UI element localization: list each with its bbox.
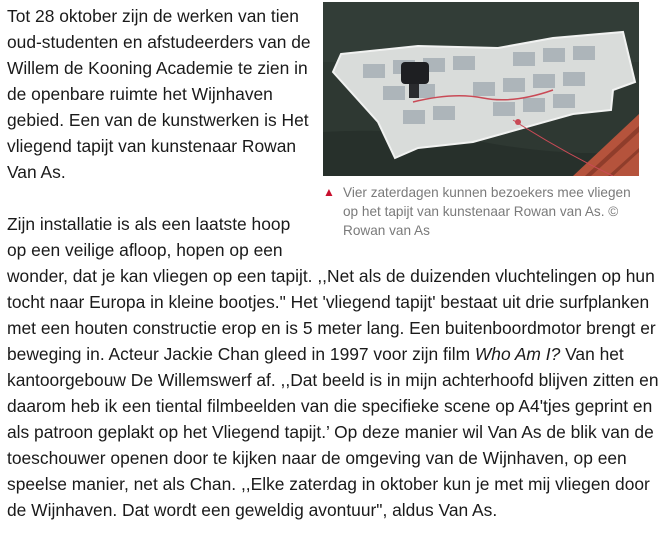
paragraph-line: Zijn installatie is als een laatste hoop — [7, 214, 291, 234]
film-title: Who Am I? — [474, 344, 561, 364]
paragraph-installation — [7, 263, 662, 523]
flying-carpet-illustration — [323, 2, 639, 176]
figure-caption — [323, 183, 639, 240]
paragraph-installation-start — [7, 211, 312, 263]
paragraph-line: op een veilige afloop, hopen op een — [7, 240, 283, 260]
flying-carpet-photo — [323, 2, 639, 176]
caption-text: Vier zaterdagen kunnen bezoekers mee vliegen op het tapijt van kunstenaar Rowan van As. © Rowan van As — [343, 185, 631, 238]
paragraph-text: wonder, dat je kan vliegen op een tapijt. ,,Net als de duizenden vluchtelingen op hun tocht naar Europa in kleine bootjes." Het 'vliegend tapijt' bestaat uit drie surfplanken met een houten constructie erop en is 5 meter lang. Een buitenboordmotor brengt er beweging in. Acteur Jackie Chan gleed in 1997 voor zijn film — [7, 266, 656, 364]
paragraph-intro: Tot 28 oktober zijn de werken van tien oud-studenten en afstudeerders van de Willem de Kooning Academie te zien in de openbare ruimte het Wijnhaven gebied. Een van de kunstwerken is Het vliegend tapijt van kunstenaar Rowan Van As. — [7, 6, 311, 182]
caption-triangle-icon: ▲ — [323, 185, 335, 199]
paragraph-text: Van het kantoorgebouw De Willemswerf af. ,,Dat beeld is in mijn achterhoofd blijven zitten en daarom heb ik een tiental filmbeelden van die specifieke scene op A4'tjes geprint en als patroon geplakt op het Vliegend tapijt.’ Op deze manier wil Van As de blik van de toeschouwer openen door te kijken naar de omgeving van de Wijnhaven, op een speelse manier, net als Chan. ,,Elke zaterdag in oktober kun je met mij vliegen door de Wijnhaven. Dat wordt een geweldig avontuur", aldus Van As. — [7, 344, 659, 520]
article-figure — [323, 2, 639, 240]
